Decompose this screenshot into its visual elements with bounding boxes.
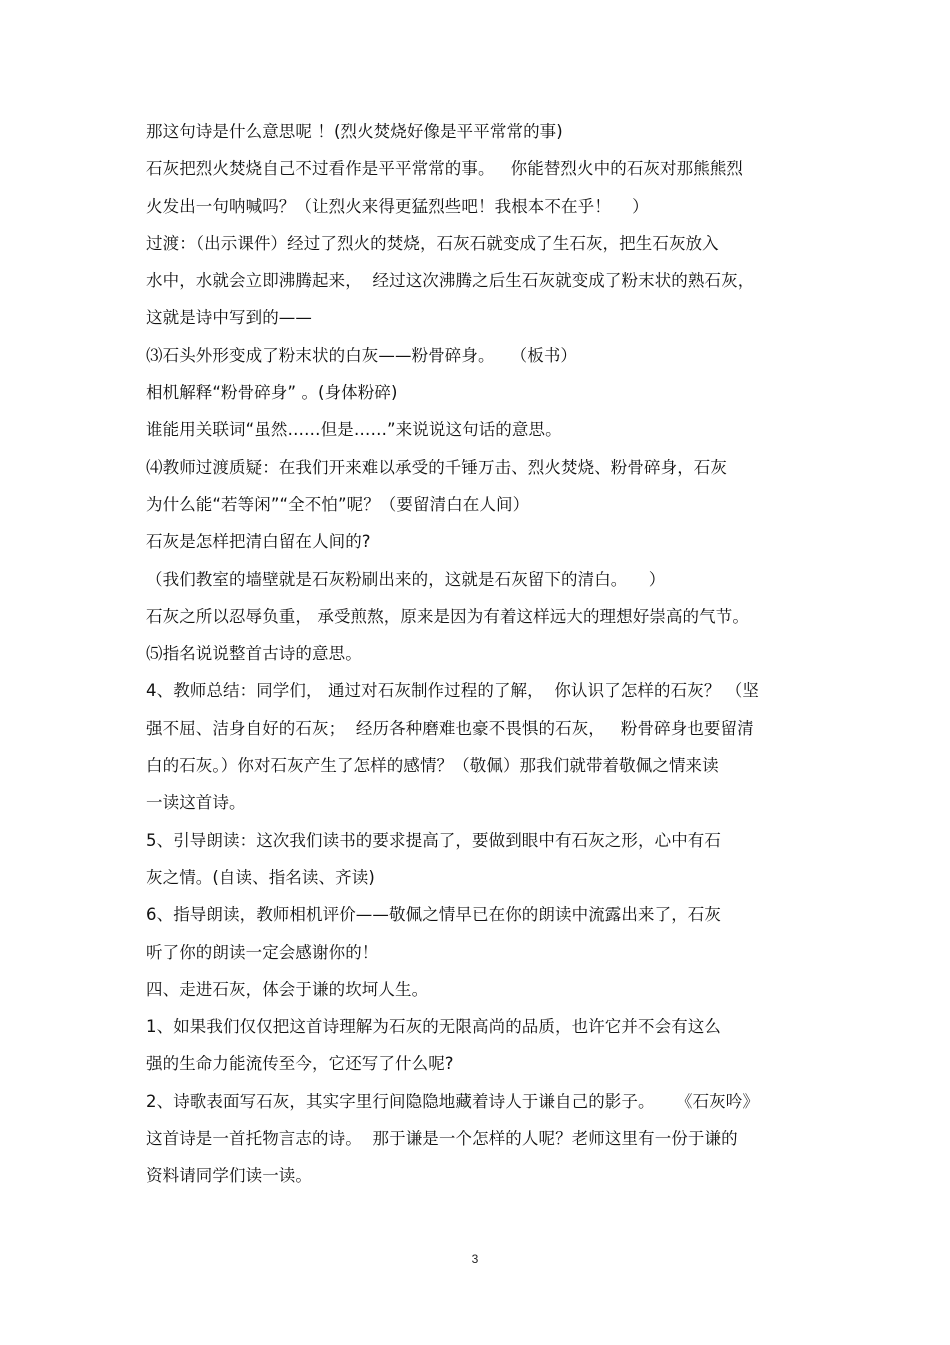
text-line: 一读这首诗。 <box>146 793 246 813</box>
text-line: 这首诗是一首托物言志的诗。 那于谦是一个怎样的人呢？老师这里有一份于谦的 <box>146 1129 738 1149</box>
text-line: 这就是诗中写到的—— <box>146 308 312 328</box>
text-line: ⑶石头外形变成了粉末状的白灰——粉骨碎身。 （板书） <box>146 345 578 365</box>
page-number: 3 <box>471 1252 479 1266</box>
text-line: 1、如果我们仅仅把这首诗理解为石灰的无限高尚的品质，也许它并不会有这么 <box>146 1017 721 1037</box>
text-line: 谁能用关联词“虽然……但是……”来说说这句话的意思。 <box>146 420 562 440</box>
text-line: （我们教室的墙壁就是石灰粉刷出来的，这就是石灰留下的清白。 ） <box>146 569 666 589</box>
text-line: 水中，水就会立即沸腾起来， 经过这次沸腾之后生石灰就变成了粉末状的熟石灰， <box>146 271 755 291</box>
text-line: 2、诗歌表面写石灰，其实字里行间隐隐地藏着诗人于谦自己的影子。 《石灰吟》 <box>146 1091 759 1111</box>
text-line: 4、教师总结：同学们， 通过对石灰制作过程的了解， 你认识了怎样的石灰？ （坚 <box>146 681 759 701</box>
text-line: ⑸指名说说整首古诗的意思。 <box>146 644 362 664</box>
text-line: 为什么能“若等闲”“全不怕”呢？（要留清白在人间） <box>146 494 530 514</box>
body-text <box>146 122 816 1204</box>
text-line: 那这句诗是什么意思呢 ！(烈火焚烧好像是平平常常的事) <box>146 122 563 141</box>
text-line: 5、引导朗读：这次我们读书的要求提高了，要做到眼中有石灰之形，心中有石 <box>146 830 721 850</box>
text-line: 石灰之所以忍辱负重， 承受煎熬，原来是因为有着这样远大的理想好崇高的气节。 <box>146 606 749 626</box>
text-line: 白的石灰。）你对石灰产生了怎样的感情？（敬佩）那我们就带着敬佩之情来读 <box>146 756 719 776</box>
text-line: 6、指导朗读，教师相机评价——敬佩之情早已在你的朗读中流露出来了，石灰 <box>146 905 721 925</box>
text-line: 强的生命力能流传至今，它还写了什么呢? <box>146 1054 454 1074</box>
text-line: 相机解释“粉骨碎身” 。(身体粉碎) <box>146 383 398 403</box>
text-line: ⑷教师过渡质疑：在我们开来难以承受的千锤万击、烈火焚烧、粉骨碎身，石灰 <box>146 457 727 477</box>
text-line: 听了你的朗读一定会感谢你的！ <box>146 942 379 962</box>
text-line: 石灰是怎样把清白留在人间的? <box>146 532 371 552</box>
text-line: 灰之情。(自读、指名读、齐读) <box>146 867 375 887</box>
text-line: 强不屈、洁身自好的石灰； 经历各种磨难也豪不畏惧的石灰， 粉骨碎身也要留清 <box>146 718 754 738</box>
text-line: 资料请同学们读一读。 <box>146 1166 312 1186</box>
text-line: 石灰把烈火焚烧自己不过看作是平平常常的事。 你能替烈火中的石灰对那熊熊烈 <box>146 159 744 179</box>
text-line: 火发出一句呐喊吗？（让烈火来得更猛烈些吧！我根本不在乎！ ） <box>146 196 649 216</box>
text-line: 过渡：（出示课件）经过了烈火的焚烧，石灰石就变成了生石灰，把生石灰放入 <box>146 233 719 253</box>
text-line: 四、走进石灰，体会于谦的坎坷人生。 <box>146 979 429 999</box>
